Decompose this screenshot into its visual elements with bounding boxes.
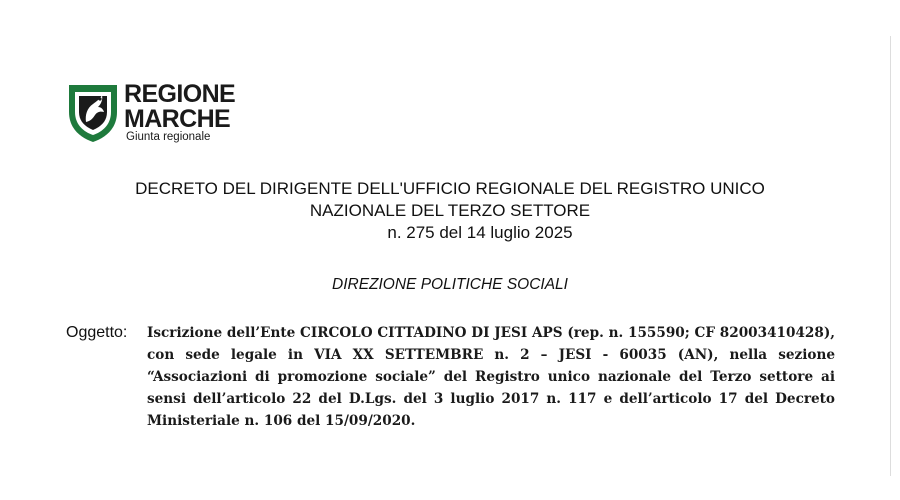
logo-wordmark	[124, 82, 235, 132]
directorate-name: DIREZIONE POLITICHE SOCIALI	[332, 276, 568, 293]
regione-marche-logo	[66, 80, 266, 146]
decree-number-date: n. 275 del 14 luglio 2025	[387, 223, 573, 242]
page-edge-divider	[890, 36, 891, 476]
logo-name-line2: MARCHE	[124, 105, 231, 133]
decree-title	[80, 178, 820, 244]
decree-title-line1: DECRETO DEL DIRIGENTE DELL'UFFICIO REGIONALE DEL REGISTRO UNICO	[135, 179, 765, 198]
logo-name-line1: REGIONE	[124, 80, 236, 108]
decree-title-line2: NAZIONALE DEL TERZO SETTORE	[309, 201, 591, 220]
subject-text: Iscrizione dell’Ente CIRCOLO CITTADINO DI JESI APS (rep. n. 155590; CF 82003410428), con sede legale in VIA XX SETTEMBRE n. 2 – JESI - 60035 (AN), nella sezione “Associazioni di promozione sociale” del Registro unico nazionale del Terzo settore ai sensi dell’articolo 22 del D.Lgs. del 3 luglio 2017 n. 117 e dell’articolo 17 del Decreto Ministeriale n. 106 del 15/09/2020.	[147, 325, 835, 429]
subject-label: Oggetto:	[66, 324, 128, 341]
logo-subtitle: Giunta regionale	[126, 131, 211, 143]
regione-marche-emblem-icon	[66, 82, 120, 144]
